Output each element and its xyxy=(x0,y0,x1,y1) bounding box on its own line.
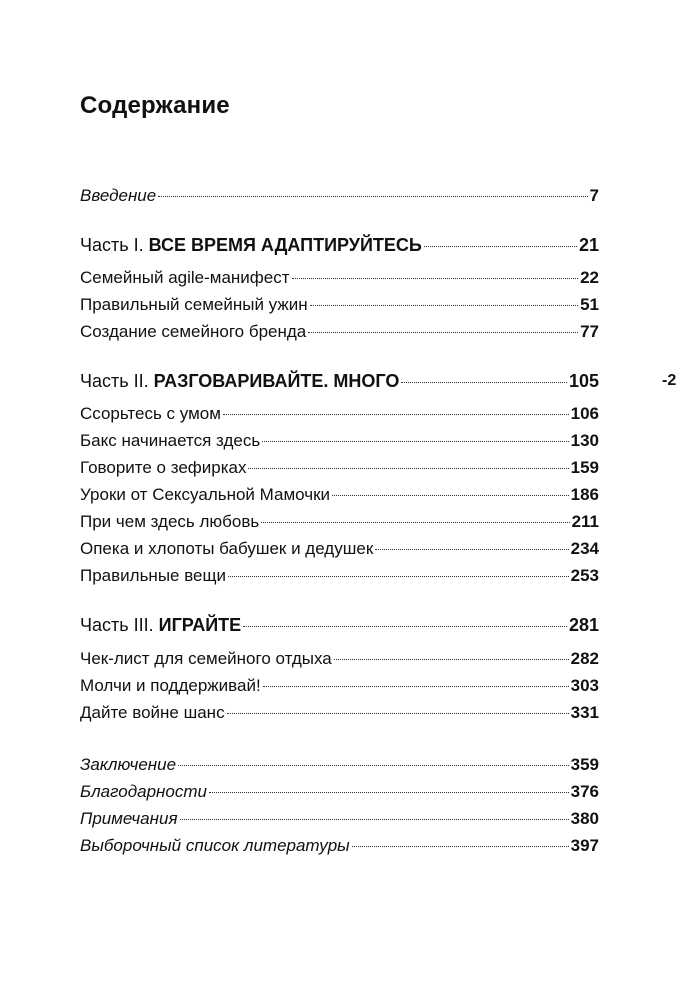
toc-entry-label: Создание семейного бренда xyxy=(80,322,307,341)
part-title: ИГРАЙТЕ xyxy=(158,615,242,635)
toc-entry-label: Дайте войне шанс xyxy=(80,703,225,722)
toc-part-3[interactable] xyxy=(80,614,599,636)
toc-entry-label: Опека и хлопоты бабушек и дедушек xyxy=(80,539,374,558)
toc-entry-part1-ch2[interactable] xyxy=(80,294,599,316)
toc-entry-part3-ch1[interactable] xyxy=(80,648,599,670)
toc-entry-label: Выборочный список литературы xyxy=(80,836,350,855)
toc-entry-part1-ch1[interactable] xyxy=(80,267,599,289)
dot-leader xyxy=(263,686,569,687)
dot-leader xyxy=(334,659,569,660)
toc-entry-label: Ссорьтесь с умом xyxy=(80,404,221,423)
toc-page-number: 106 xyxy=(570,404,599,423)
toc-page-number: 234 xyxy=(570,539,599,558)
part-prefix: Часть II. xyxy=(80,371,154,391)
toc-entry-label: Семейный agile-манифест xyxy=(80,268,290,287)
toc-page-number: 397 xyxy=(570,836,599,855)
dot-leader xyxy=(227,713,569,714)
toc-entry-part2-ch3[interactable] xyxy=(80,457,599,479)
page-title: Содержание xyxy=(80,92,230,119)
dot-leader xyxy=(308,332,578,333)
dot-leader xyxy=(262,441,568,442)
dot-leader xyxy=(424,246,577,247)
toc-entry-part2-ch7[interactable] xyxy=(80,565,599,587)
toc-part-2[interactable] xyxy=(80,370,599,392)
toc-page-number: 281 xyxy=(568,615,599,635)
toc-entry-label: Благодарности xyxy=(80,782,207,801)
dot-leader xyxy=(332,495,569,496)
toc-entry-label: Правильные вещи xyxy=(80,566,226,585)
toc-page-number: 211 xyxy=(571,512,599,531)
part-prefix: Часть III. xyxy=(80,615,159,635)
toc-entry-label: Чек-лист для семейного отдыха xyxy=(80,649,332,668)
toc-page-number: 303 xyxy=(570,676,599,695)
toc-entry-intro[interactable] xyxy=(80,185,599,207)
part-title: ВСЕ ВРЕМЯ АДАПТИРУЙТЕСЬ xyxy=(148,235,422,255)
toc-page-number: 186 xyxy=(570,485,599,504)
toc-entry-part2-ch2[interactable] xyxy=(80,430,599,452)
toc-entry-part2-ch6[interactable] xyxy=(80,538,599,560)
toc-entry-label: При чем здесь любовь xyxy=(80,512,260,531)
toc-entry-label: Введение xyxy=(80,186,157,205)
margin-mark: -2 xyxy=(662,372,677,389)
toc-page-number: 331 xyxy=(570,703,599,722)
dot-leader xyxy=(178,765,569,766)
toc-entry-part3-ch3[interactable] xyxy=(80,702,599,724)
toc-entry-label: Уроки от Сексуальной Мамочки xyxy=(80,485,331,504)
toc-entry-notes[interactable] xyxy=(80,808,599,830)
toc-page-number: 7 xyxy=(589,186,599,205)
toc-entry-part1-ch3[interactable] xyxy=(80,321,599,343)
toc-page-number: 359 xyxy=(570,755,599,774)
dot-leader xyxy=(243,626,567,627)
part-title: РАЗГОВАРИВАЙТЕ. МНОГО xyxy=(153,371,400,391)
toc-entry-label: Правильный семейный ужин xyxy=(80,295,308,314)
toc-entry-label: Бакс начинается здесь xyxy=(80,431,261,450)
dot-leader xyxy=(180,819,569,820)
dot-leader xyxy=(223,414,569,415)
toc-entry-part2-ch5[interactable] xyxy=(80,511,599,533)
toc-entry-label: Заключение xyxy=(80,755,177,774)
toc-page-number: 376 xyxy=(570,782,599,801)
toc-page-number: 159 xyxy=(570,458,599,477)
dot-leader xyxy=(158,196,587,197)
toc-entry-part2-ch1[interactable] xyxy=(80,403,599,425)
dot-leader xyxy=(261,522,569,523)
toc-page-number: 51 xyxy=(580,295,599,314)
toc-entry-thanks[interactable] xyxy=(80,781,599,803)
toc-entry-label: Молчи и поддерживай! xyxy=(80,676,261,695)
toc-page-number: 77 xyxy=(580,322,599,341)
toc-entry-part2-ch4[interactable] xyxy=(80,484,599,506)
dot-leader xyxy=(209,792,569,793)
dot-leader xyxy=(228,576,569,577)
toc-page-number: 253 xyxy=(570,566,599,585)
dot-leader xyxy=(248,468,568,469)
toc-page-number: 21 xyxy=(578,235,599,255)
part-prefix: Часть I. xyxy=(80,235,149,255)
toc-entry-part3-ch2[interactable] xyxy=(80,675,599,697)
dot-leader xyxy=(352,846,569,847)
dot-leader xyxy=(310,305,578,306)
toc-page-number: 380 xyxy=(570,809,599,828)
toc-page-number: 130 xyxy=(570,431,599,450)
dot-leader xyxy=(292,278,579,279)
dot-leader xyxy=(375,549,568,550)
toc-part-1[interactable] xyxy=(80,234,599,256)
dot-leader xyxy=(401,382,567,383)
toc-page-number: 22 xyxy=(580,268,599,287)
toc-page-number: 282 xyxy=(570,649,599,668)
toc-page-number: 105 xyxy=(568,371,599,391)
toc-entry-label: Примечания xyxy=(80,809,178,828)
toc-entry-conclusion[interactable] xyxy=(80,754,599,776)
toc-entry-label: Говорите о зефирках xyxy=(80,458,247,477)
toc-entry-bibliography[interactable] xyxy=(80,835,599,857)
